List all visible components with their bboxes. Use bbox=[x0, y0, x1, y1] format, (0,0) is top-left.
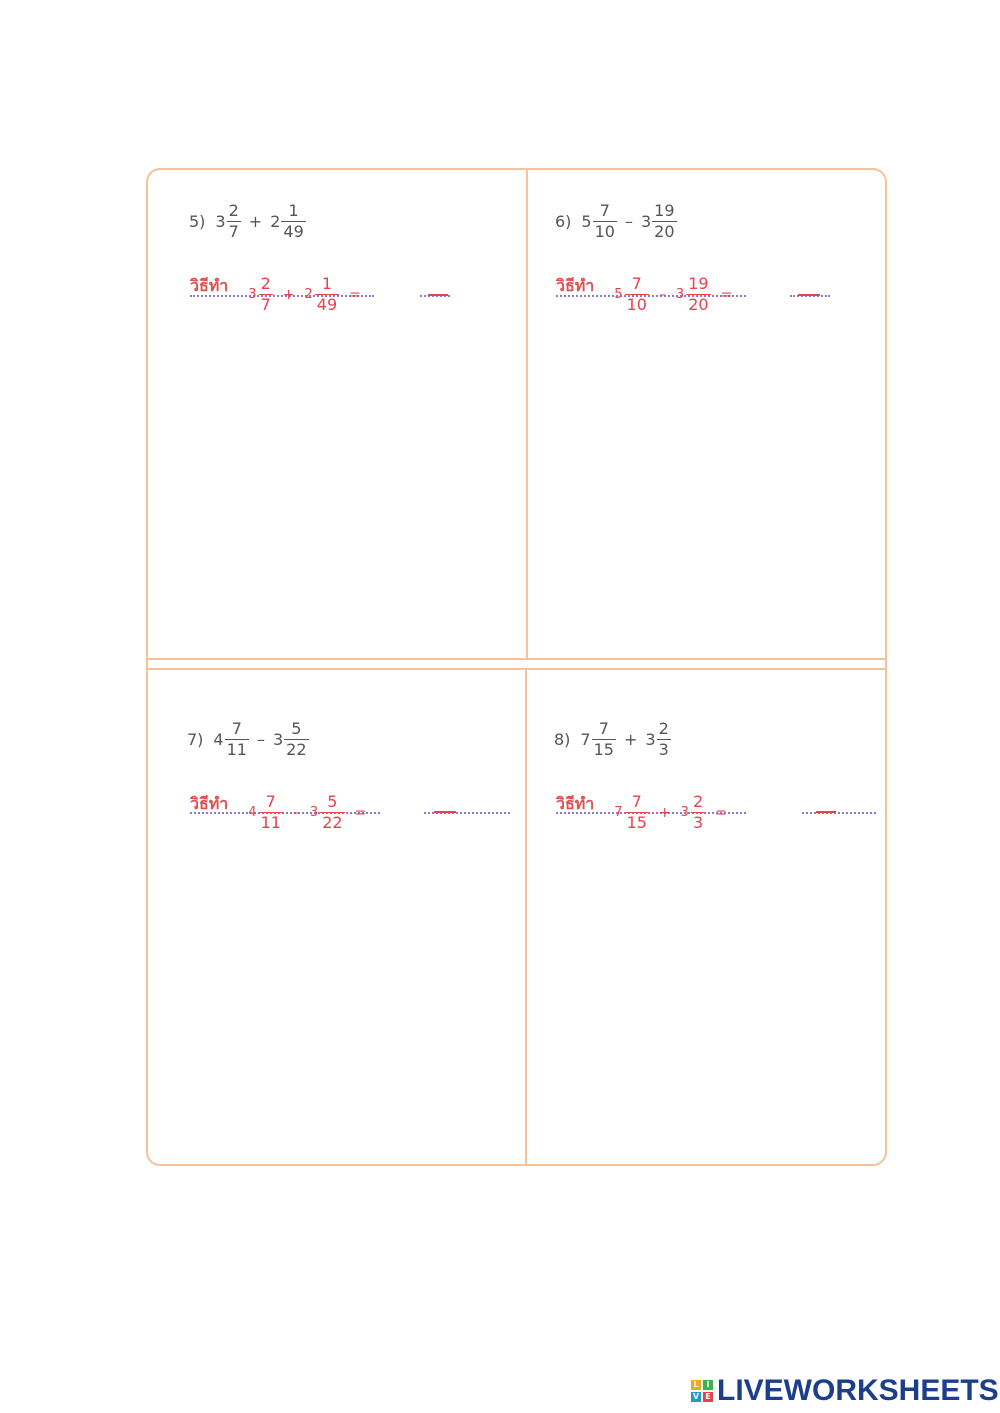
work-line: วิธีทำ 7 $\frac{7}{15}$ + 3 $\frac{2}{3}$ = bbox=[556, 792, 727, 832]
question bbox=[189, 203, 306, 240]
horizontal-divider-2 bbox=[147, 668, 887, 670]
answer-input[interactable] bbox=[816, 811, 836, 813]
work-line: วิธีทำ 4 $\frac{7}{11}$ – 3 $\frac{5}{22}$ = bbox=[190, 792, 367, 832]
logo-icon: L I V E bbox=[691, 1380, 713, 1402]
vertical-divider-bottom bbox=[525, 668, 527, 1165]
answer-input[interactable] bbox=[428, 294, 448, 296]
question-number: 5) bbox=[189, 212, 206, 231]
question: 7) 4 $\frac{7}{11}$ – 3 $\frac{5}{22}$ bbox=[187, 719, 307, 759]
brand-name: LIVEWORKSHEETS bbox=[717, 1374, 999, 1407]
vertical-divider-top bbox=[526, 169, 528, 659]
work-line: วิธีทำ 5 $\frac{7}{10}$ – 3 $\frac{19}{20}$ = bbox=[556, 274, 733, 314]
operator: + bbox=[248, 212, 263, 231]
liveworksheets-logo bbox=[691, 1374, 999, 1408]
work-line: วิธีทำ 3 $\frac{2}{7}$ + 2 $\frac{1}{49}$ = bbox=[190, 274, 361, 314]
answer-input[interactable] bbox=[798, 294, 820, 296]
horizontal-divider bbox=[147, 658, 887, 660]
answer-input[interactable] bbox=[434, 811, 456, 813]
question: 6) 5 $\frac{7}{10}$ – 3 $\frac{19}{20}$ bbox=[555, 201, 675, 241]
worksheet-frame bbox=[146, 168, 887, 1166]
mixed-number-a: 3 $\frac{2}{7}$ bbox=[215, 201, 239, 241]
work-label: วิธีทำ bbox=[190, 276, 229, 295]
question: 8) 7 $\frac{7}{15}$ + 3 $\frac{2}{3}$ bbox=[554, 719, 669, 759]
mixed-number-b: 2 $\frac{1}{49}$ bbox=[270, 201, 304, 241]
